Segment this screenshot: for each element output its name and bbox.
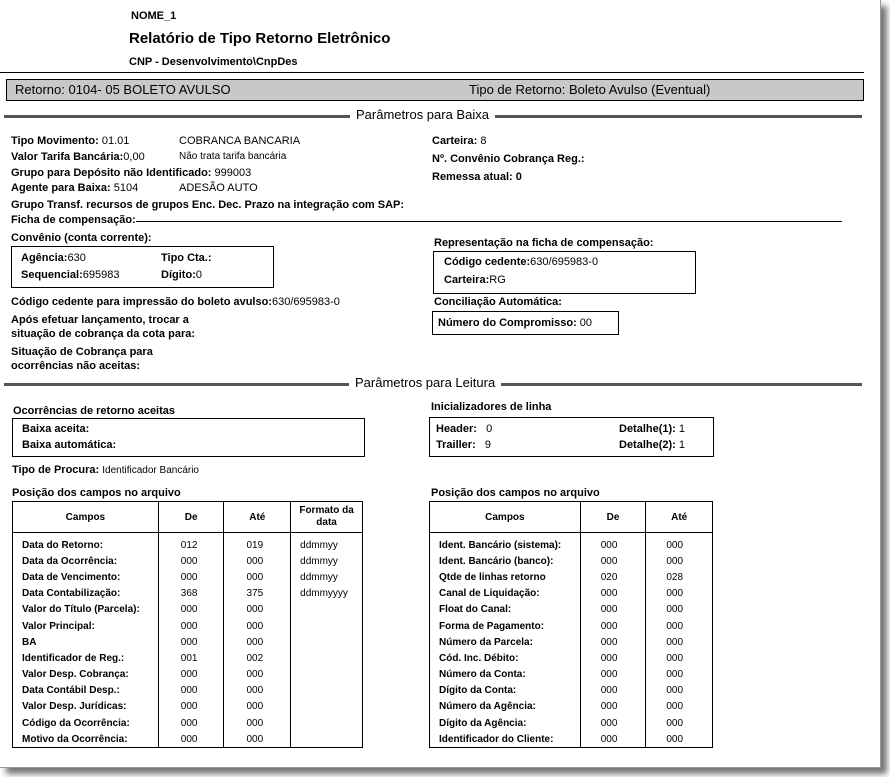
field-ate-cell: 000 xyxy=(646,731,713,748)
col-header-ate: Até xyxy=(224,502,291,533)
field-name-cell: BA xyxy=(13,634,159,650)
field-de-cell: 000 xyxy=(158,602,224,618)
sequencial: Sequencial:695983 xyxy=(21,269,120,281)
table-row xyxy=(13,586,363,602)
retorno-code: Retorno: 0104- 05 BOLETO AVULSO xyxy=(15,82,231,97)
field-name-cell: Número da Conta: xyxy=(430,667,581,683)
table-row xyxy=(430,569,713,585)
convenio-cobranca: Nº. Convênio Cobrança Reg.: xyxy=(432,153,585,165)
agencia: Agência:630 xyxy=(21,252,86,264)
col-header-de: De xyxy=(580,502,646,533)
numero-compromisso: Número do Compromisso: 00 xyxy=(438,317,593,329)
field-de-cell: 000 xyxy=(580,586,646,602)
table-row xyxy=(13,602,363,618)
field-name-cell: Valor Desp. Cobrança: xyxy=(13,667,159,683)
agente-baixa-desc: ADESÃO AUTO xyxy=(179,182,258,194)
field-ate-cell: 000 xyxy=(646,553,713,569)
table-row xyxy=(430,667,713,683)
field-de-cell: 000 xyxy=(580,553,646,569)
field-name-cell: Código da Ocorrência: xyxy=(13,715,159,731)
tipo-movimento-desc: COBRANCA BANCARIA xyxy=(179,135,301,147)
field-ate-cell: 019 xyxy=(224,533,291,554)
table-row xyxy=(13,715,363,731)
field-ate-cell: 000 xyxy=(224,634,291,650)
col-header-de: De xyxy=(158,502,224,533)
field-de-cell: 012 xyxy=(158,533,224,554)
codigo-cedente: Código cedente:630/695983-0 xyxy=(444,256,599,268)
field-de-cell: 000 xyxy=(580,715,646,731)
field-format-cell xyxy=(291,618,363,634)
right-fields-table xyxy=(429,501,713,748)
field-name-cell: Valor do Título (Parcela): xyxy=(13,602,159,618)
table-row xyxy=(13,683,363,699)
detalhe1-init: Detalhe(1): 1 xyxy=(619,423,686,435)
table-row xyxy=(13,533,363,554)
field-format-cell xyxy=(291,634,363,650)
inicializadores-box xyxy=(429,417,714,457)
table-row xyxy=(430,634,713,650)
table-row xyxy=(430,553,713,569)
field-name-cell: Forma de Pagamento: xyxy=(430,618,581,634)
situacao-cobranca-line1: Situação de Cobrança para xyxy=(11,346,153,358)
field-ate-cell: 000 xyxy=(224,715,291,731)
table-row xyxy=(430,586,713,602)
table-row xyxy=(13,667,363,683)
posicao-campos-right-label: Posição dos campos no arquivo xyxy=(431,487,600,499)
table-row xyxy=(13,650,363,666)
valor-tarifa-desc: Não trata tarifa bancária xyxy=(179,151,287,162)
field-format-cell xyxy=(291,715,363,731)
field-name-cell: Dígito da Agência: xyxy=(430,715,581,731)
table-row xyxy=(430,699,713,715)
field-format-cell xyxy=(291,650,363,666)
table-row xyxy=(13,731,363,748)
report-subtitle: CNP - Desenvolvimento\CnpDes xyxy=(129,56,298,68)
field-ate-cell: 000 xyxy=(646,634,713,650)
header-init: Header: 0 xyxy=(436,423,493,435)
field-ate-cell: 000 xyxy=(646,667,713,683)
carteira-ficha: Carteira:RG xyxy=(444,274,506,286)
field-ate-cell: 000 xyxy=(224,731,291,748)
left-fields-table xyxy=(12,501,363,748)
ocorrencias-box xyxy=(12,418,365,457)
company-name: NOME_1 xyxy=(131,10,177,22)
field-name-cell: Data do Retorno: xyxy=(13,533,159,554)
field-name-cell: Motivo da Ocorrência: xyxy=(13,731,159,748)
grupo-transf: Grupo Transf. recursos de grupos Enc. Dec. Prazo na integração com SAP: xyxy=(11,199,405,211)
ficha-compensacao-label: Ficha de compensação: xyxy=(11,214,136,226)
table-row xyxy=(430,618,713,634)
inicializadores-label: Inicializadores de linha xyxy=(431,401,552,413)
field-ate-cell: 000 xyxy=(224,602,291,618)
field-de-cell: 368 xyxy=(158,586,224,602)
section-title-leitura: Parâmetros para Leitura xyxy=(349,375,501,390)
field-ate-cell: 000 xyxy=(646,618,713,634)
agente-baixa: Agente para Baixa: 5104 xyxy=(11,182,139,194)
field-de-cell: 000 xyxy=(158,667,224,683)
field-ate-cell: 000 xyxy=(224,569,291,585)
field-de-cell: 000 xyxy=(158,553,224,569)
col-header-formato: Formato da data xyxy=(291,502,363,533)
report-title: Relatório de Tipo Retorno Eletrônico xyxy=(129,30,391,47)
field-de-cell: 000 xyxy=(158,699,224,715)
baixa-automatica: Baixa automática: xyxy=(22,439,117,451)
baixa-aceita: Baixa aceita: xyxy=(22,423,90,435)
field-format-cell: ddmmyy xyxy=(291,533,363,554)
trailler-init: Trailler: 9 xyxy=(436,439,492,451)
field-ate-cell: 375 xyxy=(224,586,291,602)
field-name-cell: Dígito da Conta: xyxy=(430,683,581,699)
convenio-cc-box xyxy=(11,246,274,288)
field-de-cell: 000 xyxy=(158,715,224,731)
field-name-cell: Identificador do Cliente: xyxy=(430,731,581,748)
field-name-cell: Data Contábil Desp.: xyxy=(13,683,159,699)
field-name-cell: Float do Canal: xyxy=(430,602,581,618)
digito: Dígito:0 xyxy=(161,269,202,281)
field-ate-cell: 000 xyxy=(224,618,291,634)
carteira: Carteira: 8 xyxy=(432,135,487,147)
field-name-cell: Cód. Inc. Débito: xyxy=(430,650,581,666)
col-header-campos: Campos xyxy=(430,502,581,533)
apos-lancamento-line1: Após efetuar lançamento, trocar a xyxy=(11,314,189,326)
field-de-cell: 000 xyxy=(580,533,646,554)
col-header-campos: Campos xyxy=(13,502,159,533)
field-de-cell: 000 xyxy=(158,618,224,634)
field-format-cell: ddmmyy xyxy=(291,553,363,569)
table-row xyxy=(430,731,713,748)
field-ate-cell: 000 xyxy=(224,667,291,683)
field-de-cell: 000 xyxy=(580,731,646,748)
apos-lancamento-line2: situação de cobrança da cota para: xyxy=(11,328,196,340)
table-row xyxy=(13,618,363,634)
field-ate-cell: 000 xyxy=(646,683,713,699)
field-de-cell: 000 xyxy=(580,602,646,618)
field-de-cell: 000 xyxy=(580,618,646,634)
field-name-cell: Data da Ocorrência: xyxy=(13,553,159,569)
situacao-cobranca-line2: ocorrências não aceitas: xyxy=(11,360,141,372)
field-de-cell: 000 xyxy=(580,699,646,715)
tipo-procura: Tipo de Procura: Identificador Bancário xyxy=(12,464,199,476)
tipo-cta: Tipo Cta.: xyxy=(161,252,212,264)
field-name-cell: Número da Parcela: xyxy=(430,634,581,650)
field-de-cell: 000 xyxy=(580,650,646,666)
table-row xyxy=(430,650,713,666)
remessa-atual: Remessa atual: 0 xyxy=(432,171,522,183)
field-ate-cell: 000 xyxy=(224,683,291,699)
field-ate-cell: 000 xyxy=(646,586,713,602)
tipo-retorno: Tipo de Retorno: Boleto Avulso (Eventual) xyxy=(469,82,711,97)
field-name-cell: Qtde de linhas retorno xyxy=(430,569,581,585)
field-ate-cell: 002 xyxy=(224,650,291,666)
field-format-cell xyxy=(291,699,363,715)
field-ate-cell: 000 xyxy=(646,650,713,666)
table-row xyxy=(13,569,363,585)
ocorrencias-label: Ocorrências de retorno aceitas xyxy=(13,405,176,417)
codigo-impressao: Código cedente para impressão do boleto avulso:630/695983-0 xyxy=(11,296,340,308)
table-row xyxy=(430,533,713,554)
representacao-label: Representação na ficha de compensação: xyxy=(434,237,654,249)
tipo-movimento: Tipo Movimento: 01.01 xyxy=(11,135,130,147)
field-name-cell: Ident. Bancário (banco): xyxy=(430,553,581,569)
field-name-cell: Valor Desp. Jurídicas: xyxy=(13,699,159,715)
field-name-cell: Canal de Liquidação: xyxy=(430,586,581,602)
table-row xyxy=(430,715,713,731)
representacao-box xyxy=(433,251,696,294)
field-format-cell xyxy=(291,683,363,699)
posicao-campos-left-label: Posição dos campos no arquivo xyxy=(12,487,181,499)
section-title-baixa: Parâmetros para Baixa xyxy=(350,107,495,122)
valor-tarifa: Valor Tarifa Bancária:0,00 xyxy=(11,151,145,163)
field-name-cell: Data de Vencimento: xyxy=(13,569,159,585)
field-ate-cell: 000 xyxy=(646,533,713,554)
field-format-cell: ddmmyy xyxy=(291,569,363,585)
field-de-cell: 001 xyxy=(158,650,224,666)
ficha-divider xyxy=(136,221,842,222)
field-ate-cell: 028 xyxy=(646,569,713,585)
field-de-cell: 000 xyxy=(158,731,224,748)
table-row xyxy=(13,553,363,569)
field-de-cell: 000 xyxy=(580,634,646,650)
table-row xyxy=(430,683,713,699)
conciliacao-label: Conciliação Automática: xyxy=(434,296,562,308)
field-name-cell: Número da Agência: xyxy=(430,699,581,715)
field-de-cell: 000 xyxy=(580,667,646,683)
field-ate-cell: 000 xyxy=(224,553,291,569)
col-header-ate: Até xyxy=(646,502,713,533)
retorno-bar xyxy=(6,79,864,101)
field-format-cell xyxy=(291,731,363,748)
field-ate-cell: 000 xyxy=(646,602,713,618)
field-ate-cell: 000 xyxy=(646,699,713,715)
field-name-cell: Data Contabilização: xyxy=(13,586,159,602)
header-divider xyxy=(0,72,864,73)
field-ate-cell: 000 xyxy=(224,699,291,715)
grupo-deposito: Grupo para Depósito não Identificado: 999003 xyxy=(11,167,252,179)
field-name-cell: Ident. Bancário (sistema): xyxy=(430,533,581,554)
field-de-cell: 000 xyxy=(158,683,224,699)
convenio-cc-label: Convênio (conta corrente): xyxy=(11,232,152,244)
field-de-cell: 000 xyxy=(158,569,224,585)
field-ate-cell: 000 xyxy=(646,715,713,731)
detalhe2-init: Detalhe(2): 1 xyxy=(619,439,686,451)
field-format-cell: ddmmyyyy xyxy=(291,586,363,602)
table-row xyxy=(430,602,713,618)
table-row xyxy=(13,699,363,715)
compromisso-box xyxy=(432,311,619,335)
field-format-cell xyxy=(291,667,363,683)
field-format-cell xyxy=(291,602,363,618)
field-name-cell: Identificador de Reg.: xyxy=(13,650,159,666)
field-name-cell: Valor Principal: xyxy=(13,618,159,634)
table-row xyxy=(13,634,363,650)
field-de-cell: 020 xyxy=(580,569,646,585)
field-de-cell: 000 xyxy=(158,634,224,650)
field-de-cell: 000 xyxy=(580,683,646,699)
